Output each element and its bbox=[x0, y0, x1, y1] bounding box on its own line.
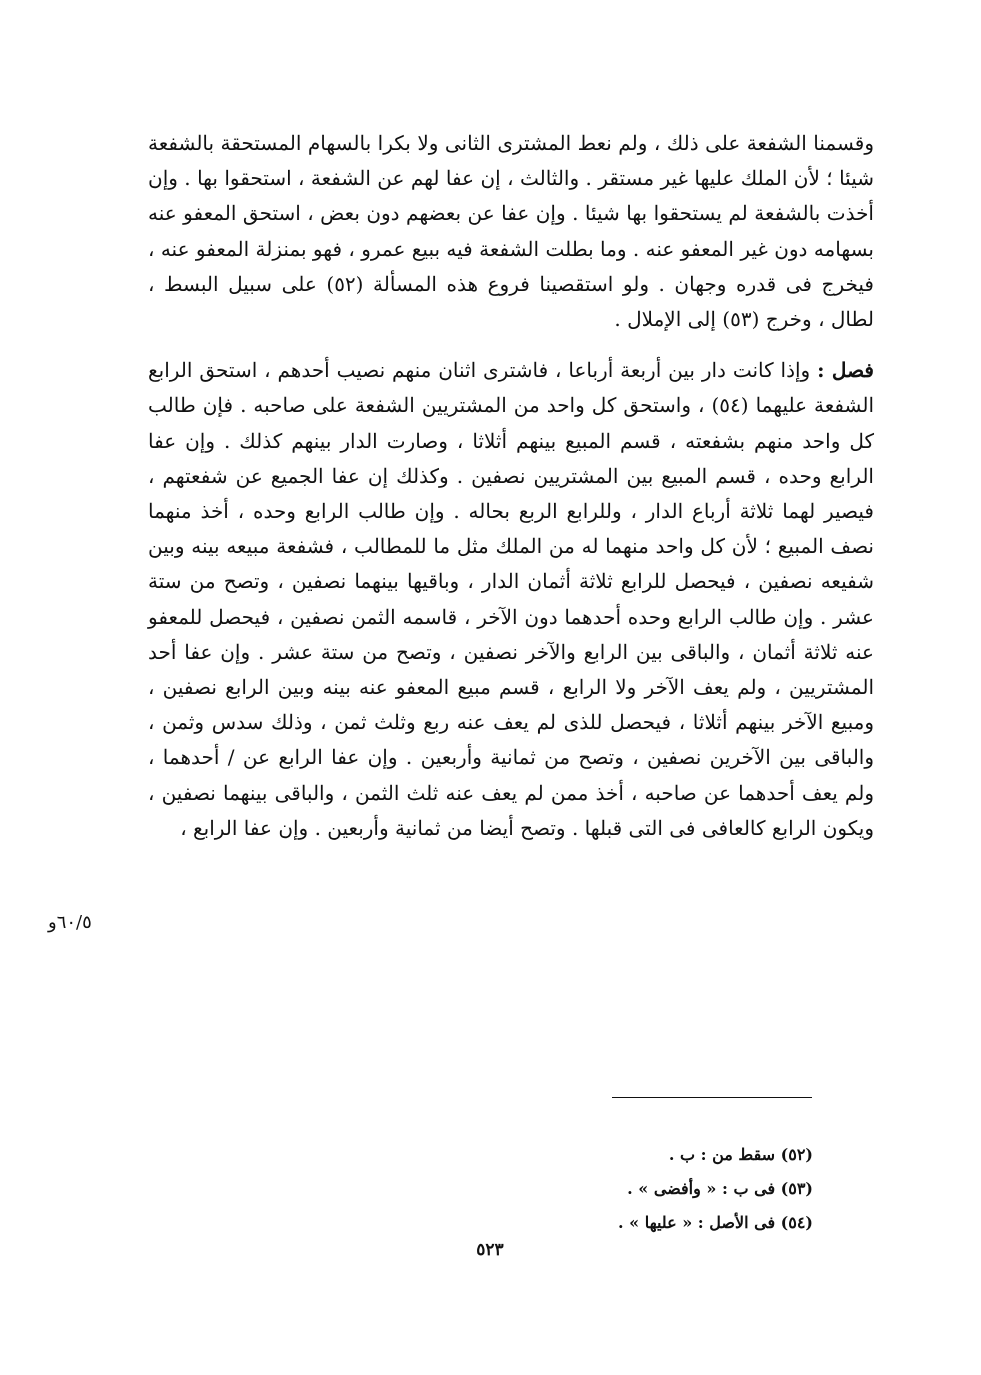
footnotes bbox=[413, 1138, 813, 1240]
main-text bbox=[148, 126, 874, 846]
paragraph-2-text: وإذا كانت دار بين أربعة أرباعا ، فاشترى اثنان منهم نصيب أحدهم ، استحق الرابع الشفعة عليهما (٥٤) ، واستحق كل واحد من المشتريين الشفعة على صاحبه . فإن طالب كل واحد منهم بشفعته ، قسم المبيع بينهم أثلاثا ، وصارت الدار بينهم كذلك . وإن عفا الرابع وحده ، قسم المبيع بين المشتريين نصفين . وكذلك إن عفا الجميع عن شفعتهم ، فيصير لهما ثلاثة أرباع الدار ، وللرابع الربع بحاله . وإن طالب الرابع وحده ، أخذ منهما نصف المبيع ؛ لأن كل واحد منهما له من الملك مثل ما للمطالب ، فشفعة مبيعه بينه وبين شفيعه نصفين ، فيحصل للرابع ثلاثة أثمان الدار ، وباقيها بينهما نصفين ، وتصح من ستة عشر . وإن طالب الرابع وحده أحدهما دون الآخر ، قاسمه الثمن نصفين ، فيحصل للمعفو عنه ثلاثة أثمان ، والباقى بين الرابع والآخر نصفين ، وتصح من ستة عشر . وإن عفا أحد المشتريين ، ولم يعف الآخر ولا الرابع ، قسم مبيع المعفو عنه بينه وبين الرابع نصفين ، ومبيع الآخر بينهم أثلاثا ، فيحصل للذى لم يعف عنه ربع وثلث ثمن ، وذلك سدس وثمن ، والباقى بين الآخرين نصفين ، وتصح من ثمانية وأربعين . وإن عفا الرابع عن / أحدهما ، ولم يعف أحدهما عن صاحبه ، أخذ ممن لم يعف عنه ثلث الثمن ، والباقى بينهما نصفين ، ويكون الرابع كالعافى فى التى قبلها . وتصح أيضا من ثمانية وأربعين . وإن عفا الرابع ، bbox=[148, 358, 875, 840]
footnote: (٥٣) فى ب : « وأفضى » . bbox=[627, 1179, 813, 1198]
footnote: (٥٢) سقط من : ب . bbox=[668, 1145, 813, 1164]
section-heading: فصل : bbox=[817, 358, 874, 383]
footnote: (٥٤) فى الأصل : « عليها » . bbox=[618, 1213, 813, 1232]
paragraph-1: وقسمنا الشفعة على ذلك ، ولم نعط المشترى الثانى ولا بكرا بالسهام المستحقة بالشفعة شيئا ؛ لأن الملك عليها غير مستقر . والثالث ، إن عفا لهم عن الشفعة ، استحقوا بها . وإن أخذت بالشفعة لم يستحقوا بها شيئا . وإن عفا عن بعضهم دون بعض ، استحق المعفو عنه بسهامه دون غير المعفو عنه . وما بطلت الشفعة فيه ببيع عمرو ، فهو بمنزلة المعفو عنه ، فيخرج فى قدره وجهان . ولو استقصينا فروع هذه المسألة (٥٢) على سبيل البسط ، لطال ، وخرج (٥٣) إلى الإملال . bbox=[148, 131, 875, 332]
page-number: ٥٢٣ bbox=[476, 1240, 504, 1260]
paragraph-2 bbox=[148, 353, 874, 846]
manuscript-folio-note: ٦٠/٥و bbox=[48, 912, 92, 933]
footnote-divider bbox=[612, 1097, 812, 1098]
